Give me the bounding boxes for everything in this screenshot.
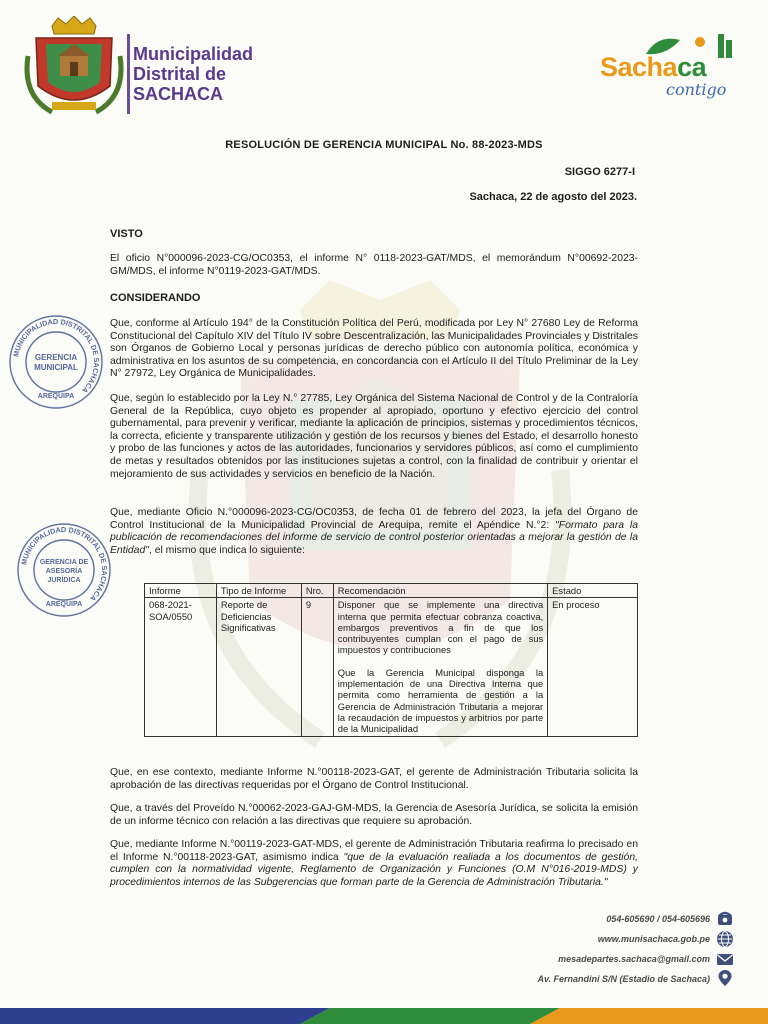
stamp2-line3: JURÍDICA xyxy=(47,577,81,584)
stamp2-line1: GERENCIA DE xyxy=(39,559,89,566)
paragraph-6-quote: "que de la evaluación realiada a los documentos de gestión, cumplen con la normatividad vigente, Reglamento de Organización y Funciones (O.M N°016-2019-MDS) y procedimientos internos de las Subgerencias que forman parte de la Gerencia de Administración Tributaria." xyxy=(110,851,638,888)
asesoria-juridica-stamp xyxy=(14,520,114,620)
siggo-code: SIGGO 6277-I xyxy=(564,166,635,178)
org-line-1: Municipalidad xyxy=(133,44,254,64)
gerencia-municipal-stamp xyxy=(6,312,106,412)
paragraph-1: Que, conforme al Artículo 194° de la Constitución Política del Perú, modificada por Ley N° 27680 Ley de Reforma Constitucional del Capítulo XIV del Título IV sobre Descentralización, las Municipalidades Provinciales y Distritales son Órganos de Gobierno Local y personas jurídicas de derecho público con autonomía política, económica y administrativa en los asuntos de su competencia, en concordancia con el Artículo II del Título Preliminar de la Ley N° 27972, Ley Orgánica de Municipalidades. xyxy=(110,318,638,380)
stamp2-bottom: AREQUIPA xyxy=(45,601,83,608)
contact-web: www.munisachaca.gob.pe xyxy=(597,934,710,944)
brand-part-b: ca xyxy=(677,52,707,82)
stamp1-ring-text: MUNICIPALIDAD DISTRITAL DE SACHACA xyxy=(11,316,102,396)
brand-tagline: contigo xyxy=(666,80,727,99)
contact-phone: 054-605690 / 054-605696 xyxy=(606,914,710,924)
col-header-informe: Informe xyxy=(145,584,217,598)
paragraph-4: Que, en ese contexto, mediante Informe N.°00118-2023-GAT, el gerente de Administración Tributaria solicita la aprobación de las directivas requeridas por el Órgano de Control Institucional. xyxy=(110,767,638,791)
stamp2-ring-text: MUNICIPALIDAD DISTRITAL DE SACHACA xyxy=(19,524,110,604)
paragraph-3 xyxy=(110,507,638,557)
paragraph-3-c: , el mismo que indica lo siguiente: xyxy=(148,544,305,556)
col-header-tipo: Tipo de Informe xyxy=(216,584,301,598)
table-row xyxy=(145,598,638,736)
cell-tipo: Reporte de Deficiencias Significativas xyxy=(216,598,301,736)
mail-icon xyxy=(716,950,734,968)
contact-email: mesadepartes.sachaca@gmail.com xyxy=(558,954,710,964)
paragraph-3-a: Que, mediante Oficio N.°000096-2023-CG/OC0353, de fecha 01 de febrero del 2023, la jefa del Órgano de Control Institucional de la Municipalidad Provincial de Arequipa, remite el Apéndice N.°2: xyxy=(110,507,638,531)
considerando-heading: CONSIDERANDO xyxy=(110,292,201,304)
col-header-estado: Estado xyxy=(548,584,638,598)
municipal-crest-icon xyxy=(22,16,126,116)
globe-icon xyxy=(716,930,734,948)
paragraph-6 xyxy=(110,839,638,889)
col-header-recomendacion: Recomendación xyxy=(333,584,547,598)
org-line-3: SACHACA xyxy=(133,84,223,104)
resolution-title: RESOLUCIÓN DE GERENCIA MUNICIPAL No. 88-2023-MDS xyxy=(225,139,543,151)
visto-heading: VISTO xyxy=(110,228,143,240)
org-line-2: Distrital de xyxy=(133,64,227,84)
brand-part-a: Sacha xyxy=(600,52,678,82)
col-header-nro: Nro. xyxy=(301,584,333,598)
paragraph-3-quote: "Formato para la publicación de recomendaciones del informe de servicio de control posterior orientadas a mejorar la gestión de la Entidad" xyxy=(110,519,638,556)
cell-estado: En proceso xyxy=(548,598,638,736)
header-divider xyxy=(127,34,130,114)
phone-icon xyxy=(716,910,734,928)
table-header-row xyxy=(145,584,638,598)
sachaca-contigo-logo xyxy=(596,30,746,110)
location-icon xyxy=(716,969,734,987)
contact-address: Av. Fernandini S/N (Estadio de Sachaca) xyxy=(537,974,710,984)
recommendation-table xyxy=(144,583,638,737)
paragraph-6-a: Que, mediante Informe N.°00119-2023-GAT-MDS, el gerente de Administración Tributaria reafirma lo precisado en el Informe N.°00118-2023-GAT, asimismo indica xyxy=(110,839,638,863)
footer-color-bar xyxy=(0,1004,768,1024)
document-date: Sachaca, 22 de agosto del 2023. xyxy=(469,191,637,203)
cell-informe: 068-2021-SOA/0550 xyxy=(145,598,217,736)
stamp1-bottom: AREQUIPA xyxy=(37,393,75,400)
stamp1-line1: GERENCIA xyxy=(34,353,78,362)
municipality-name xyxy=(133,44,303,104)
stamp1-line2: MUNICIPAL xyxy=(34,363,78,372)
cell-nro: 9 xyxy=(301,598,333,736)
stamp2-line2: ASESORÍA xyxy=(45,568,83,575)
paragraph-2: Que, según lo establecido por la Ley N.° 27785, Ley Orgánica del Sistema Nacional de Control y de la Contraloría General de la República, cuyo objeto es propender al apropiado, oportuno y efectivo ejercicio del control gubernamental, para prevenir y verificar, mediante la aplicación de principios, sistemas y procedimientos técnicos, la correcta, eficiente y transparente utilización y gestión de los recursos y bienes del Estado, el desarrollo honesto y probo de las funciones y actos de las autoridades, funcionarios y servidores públicos, así como el cumplimiento de metas y resultados obtenidos por las instituciones sujetas a control, con la finalidad de contribuir y orientar el mejoramiento de sus actividades y servicios en beneficio de la Nación. xyxy=(110,393,638,480)
brand-wordmark xyxy=(600,52,706,83)
recommendation-2: Que la Gerencia Municipal disponga la implementación de una Directiva Interna que permita como herramienta de gestión a la Gerencia de Administración Tributaria a mejorar la recaudación de impuestos y arbitrios por parte de la Municipalidad xyxy=(337,666,544,735)
cell-recomendacion xyxy=(333,598,547,736)
visto-paragraph: El oficio N°000096-2023-CG/OC0353, el informe N° 0118-2023-GAT/MDS, el memorándum N°00692-2023-GM/MDS, el informe N°0119-2023-GAT/MDS. xyxy=(110,253,638,277)
recommendation-1: Disponer que se implemente una directiva interna que permita efectuar cobranza coactiva, embargos preventivos a fin de que los contribuyentes cumplan con el pago de sus impuestos y contribuciones xyxy=(337,599,544,656)
paragraph-5: Que, a través del Proveído N.°00062-2023-GAJ-GM-MDS, la Gerencia de Asesoría Jurídica, se solicita la emisión de un informe técnico con relación a las directivas que requiere su aprobación. xyxy=(110,803,638,827)
